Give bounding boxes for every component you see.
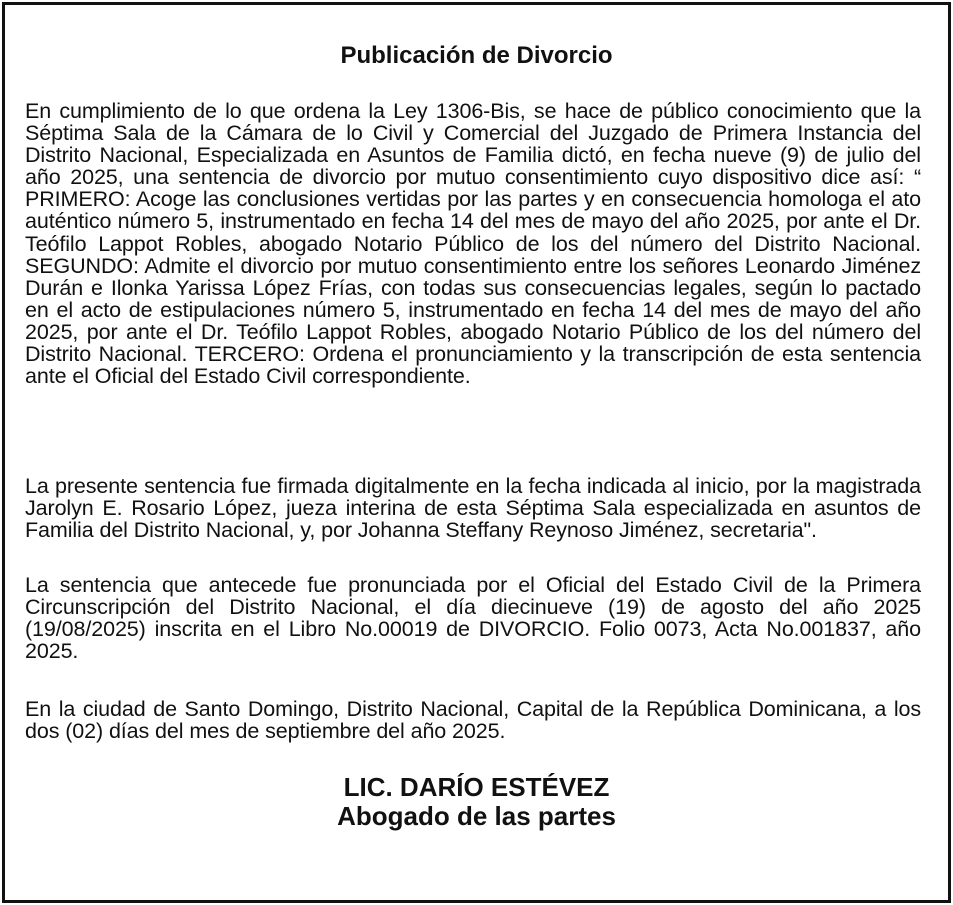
paragraph-ruling: En cumplimiento de lo que ordena la Ley 1306-Bis, se hace de público conocimiento que la Séptima Sala de la Cámara de lo Civil y Comercial del Juzgado de Primera Instancia del Distrito Nacional, Especializada en Asuntos de Familia dictó, en fecha nueve (9) de julio del año 2025, una sentencia de divorcio por mutuo consentimiento cuyo dispositivo dice así: “ PRIMERO: Acoge las conclusiones vertidas por las partes y en consecuencia homologa el ato auténtico número 5, instrumentado en fecha 14 del mes de mayo del año 2025, por ante el Dr. Teófilo Lappot Robles, abogado Notario Público de los del número del Distrito Nacional. SEGUNDO: Admite el divorcio por mutuo consentimiento entre los señores Leonardo Jiménez Durán e Ilonka Yarissa López Frías, con todas sus consecuencias legales, según lo pactado en el acto de estipulaciones número 5, instrumentado en fecha 14 del mes de mayo del año 2025, por ante el Dr. Teófilo Lappot Robles, abogado Notario Público de los del número del Distrito Nacional. TERCERO: Ordena el pronunciamiento y la transcripción de esta sentencia ante el Oficial del Estado Civil correspondiente. [25, 99, 921, 389]
paragraph-place-date: En la ciudad de Santo Domingo, Distrito Nacional, Capital de la República Dominicana, a los dos (02) días del mes de septiembre del año 2025. [25, 697, 921, 744]
notice-title: Publicación de Divorcio [340, 42, 613, 69]
signature-name: LIC. DARÍO ESTÉVEZ [343, 772, 610, 802]
paragraph-signing: La presente sentencia fue firmada digitalmente en la fecha indicada al inicio, por la magistrada Jarolyn E. Rosario López, jueza interina de esta Séptima Sala especializada en asuntos de Familia del Distrito Nacional, y, por Johanna Steffany Reynoso Jiménez, secretaria". [25, 474, 921, 543]
signature-role: Abogado de las partes [337, 801, 616, 831]
paragraph-registration: La sentencia que antecede fue pronunciada por el Oficial del Estado Civil de la Primera Circunscripción del Distrito Nacional, el día diecinueve (19) de agosto del año 2025 (19/08/2025) inscrita en el Libro No.00019 de DIVORCIO. Folio 0073, Acta No.001837, año 2025. [25, 573, 921, 664]
